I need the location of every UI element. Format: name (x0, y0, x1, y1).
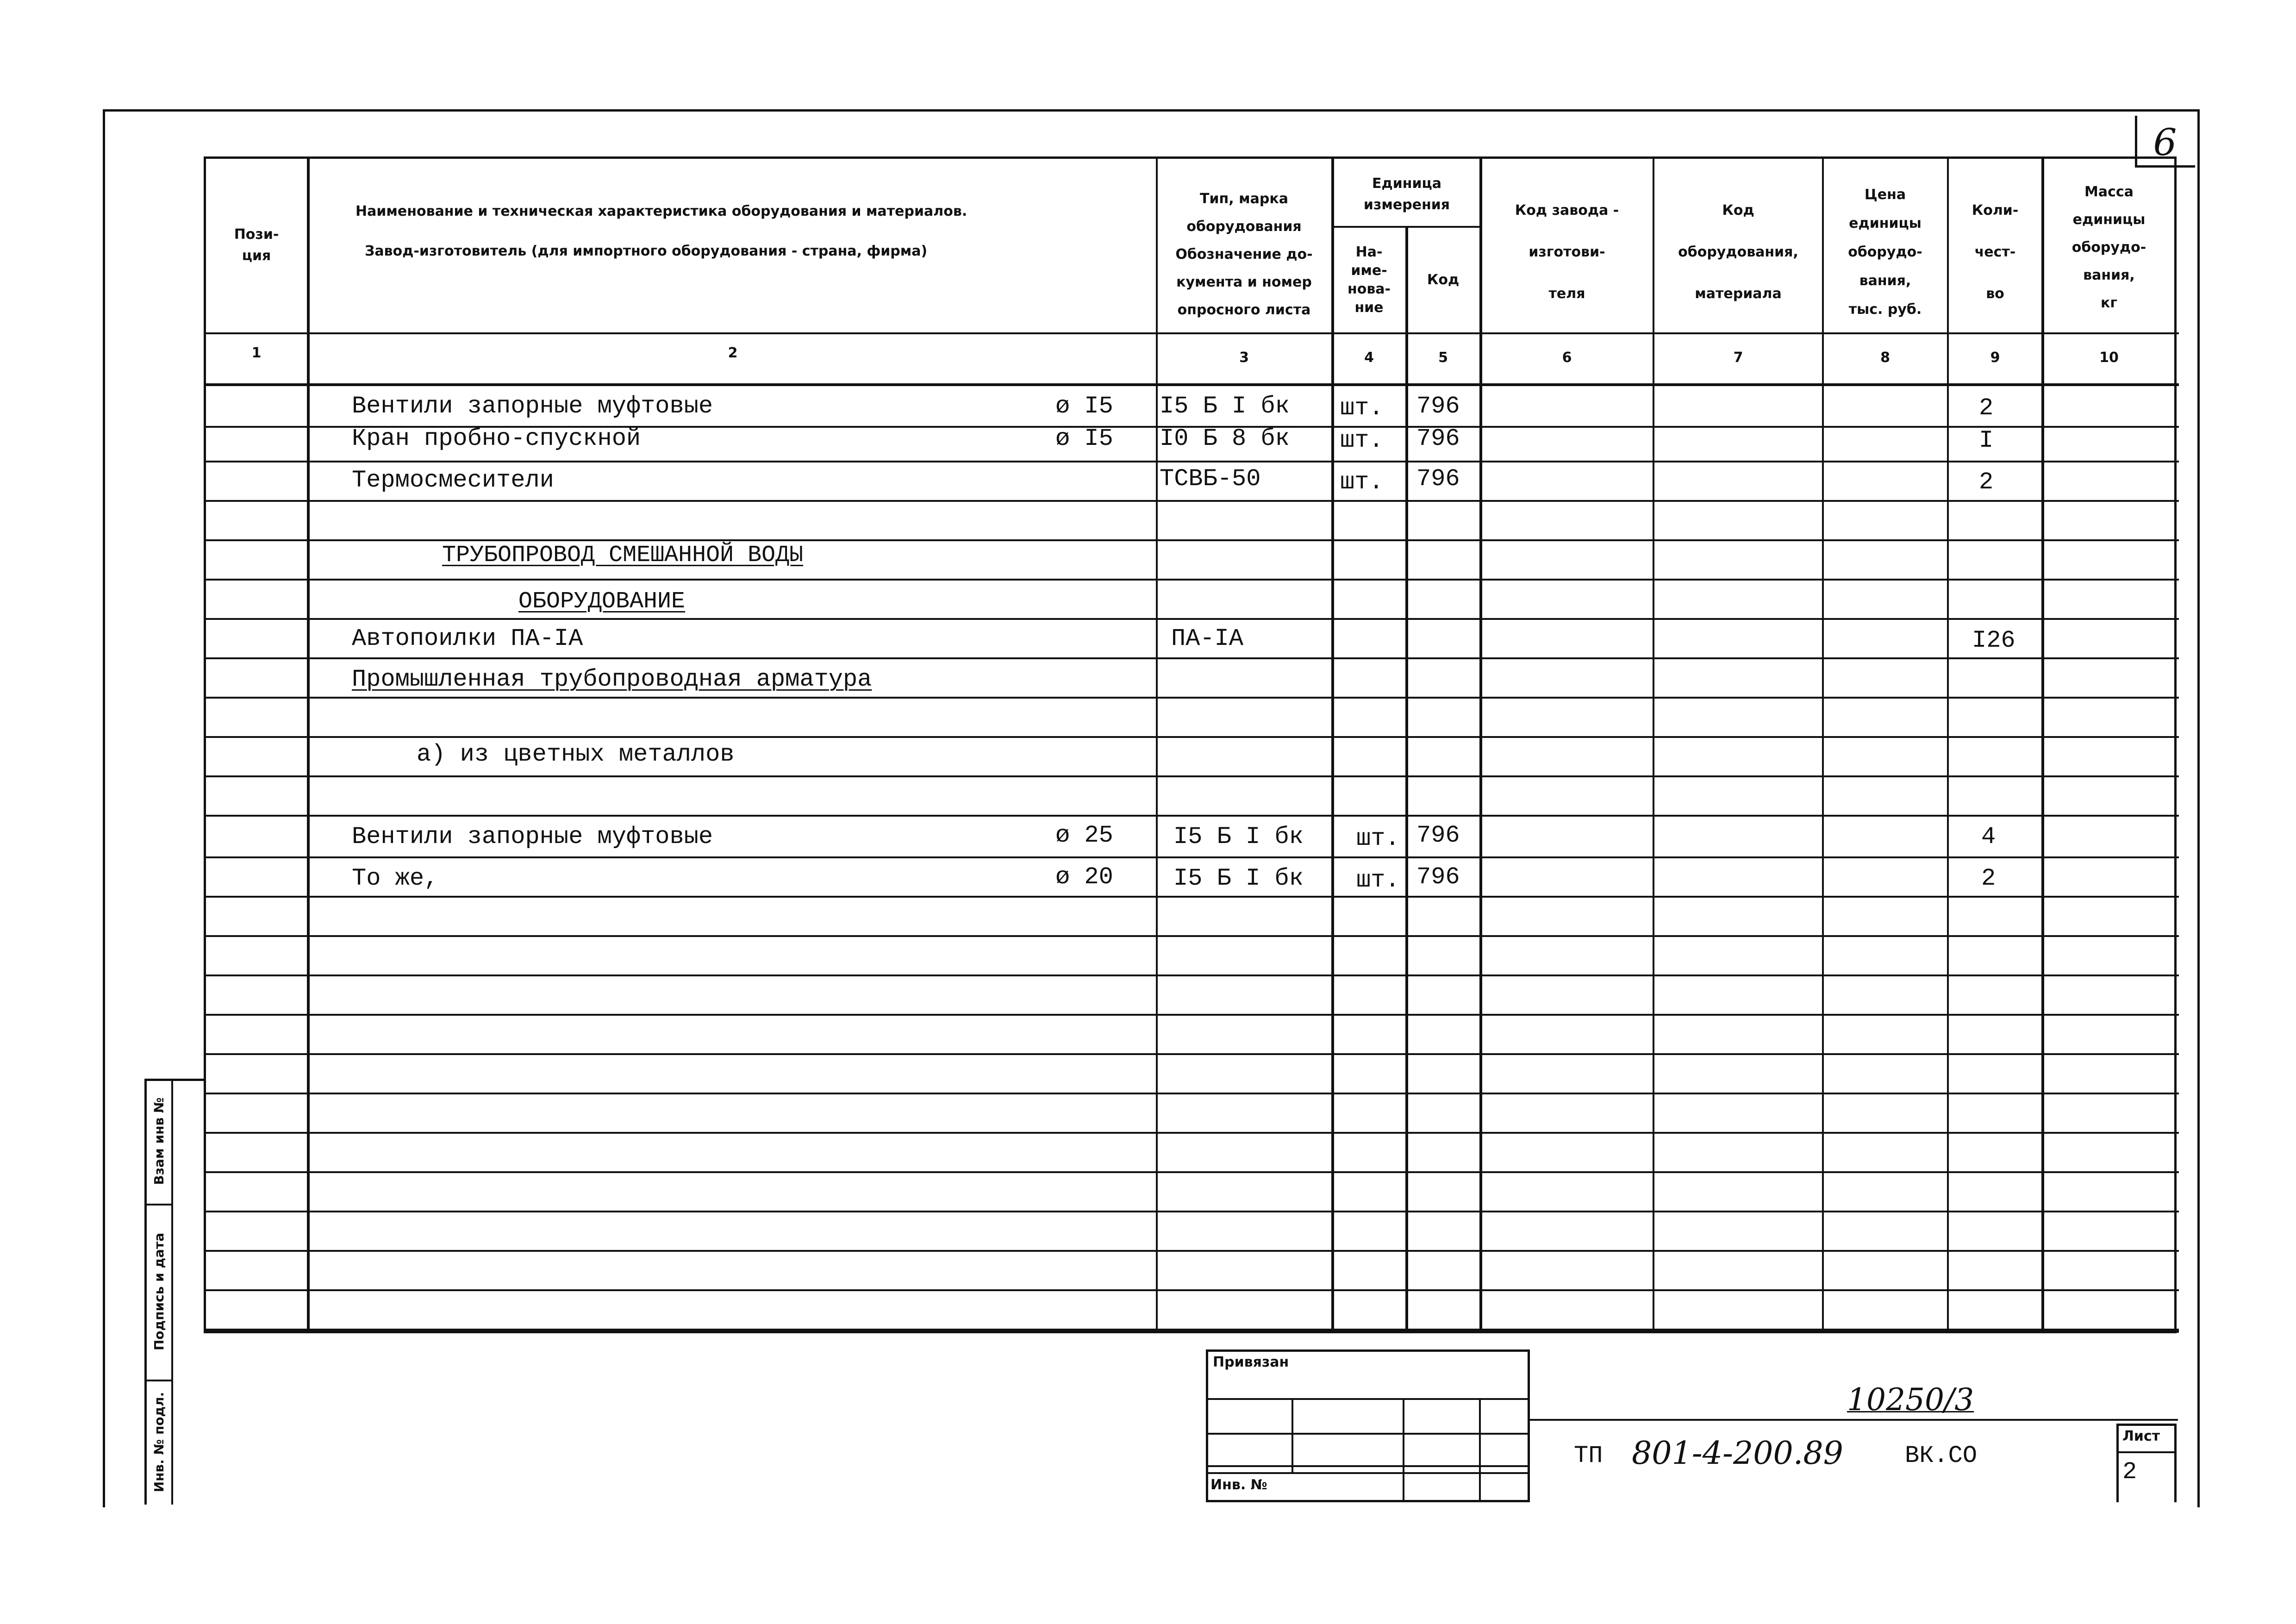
header-unit-code: Код (1427, 272, 1460, 288)
list-label: Лист (2122, 1428, 2160, 1444)
item-type: I5 Б I бк (1160, 393, 1290, 420)
column-number: 4 (1364, 350, 1374, 366)
item-unit: шт. (1340, 394, 1384, 422)
header-equipment-code: Код оборудования, материала (1678, 202, 1798, 302)
item-unit: шт. (1340, 427, 1384, 454)
item-quantity: 2 (1979, 468, 1994, 496)
item-type: ТСВБ-50 (1160, 465, 1261, 493)
item-unit: шт. (1356, 867, 1400, 894)
item-unit-code: 796 (1416, 465, 1460, 493)
item-quantity: I (1979, 427, 1994, 454)
header-price: Цена единицы оборудо- вания, тыс. руб. (1848, 187, 1922, 318)
column-number: 9 (1990, 350, 2000, 366)
header-mass: Масса единицы оборудо- вания, кг (2071, 184, 2146, 311)
item-diameter: ø I5 (1055, 393, 1113, 420)
column-number: 10 (2099, 350, 2119, 366)
doc-code: 801-4-200.89 (1632, 1435, 1843, 1472)
item-type: I5 Б I бк (1173, 823, 1304, 850)
item-type: I0 Б 8 бк (1160, 425, 1290, 452)
item-quantity: 2 (1979, 394, 1994, 422)
column-number: 8 (1880, 350, 1890, 366)
column-number: 1 (251, 345, 262, 361)
column-number: 3 (1239, 350, 1249, 366)
subsection-heading: ОБОРУДОВАНИЕ (518, 588, 686, 615)
column-number: 5 (1438, 350, 1448, 366)
doc-prefix: ТП (1574, 1442, 1603, 1469)
item-unit-code: 796 (1416, 425, 1460, 452)
item-unit: шт. (1356, 825, 1400, 852)
inv-no-label: Инв. № (1210, 1477, 1267, 1493)
header-unit-name: На- име- нова- ние (1347, 244, 1391, 316)
item-unit-code: 796 (1416, 822, 1460, 849)
inv-podl-label: Инв. № подл. (151, 1392, 167, 1493)
header-quantity: Коли- чест- во (1972, 202, 2019, 302)
header-position: Пози- ция (234, 226, 279, 264)
item-quantity: I26 (1972, 627, 2015, 654)
handwritten-number: 10250/3 (1847, 1382, 1974, 1418)
header-factory-code: Код завода - изготови- теля (1515, 202, 1619, 302)
item-unit-code: 796 (1416, 393, 1460, 420)
item-unit: шт. (1340, 468, 1384, 496)
column-number: 6 (1562, 350, 1572, 366)
left-strip-divider (171, 1079, 173, 1505)
section-heading: ТРУБОПРОВОД СМЕШАННОЙ ВОДЫ (442, 542, 804, 568)
item-quantity: 4 (1981, 823, 1996, 850)
vzam-inv-label: Взам инв № (151, 1097, 167, 1185)
item-unit-code: 796 (1416, 863, 1460, 891)
header-name: Наименование и техническая характеристика оборудования и материалов. Завод-изготовитель (для импортного оборудования - страна, фирма) (356, 203, 967, 259)
item-diameter: ø I5 (1055, 425, 1113, 452)
item-name: а) из цветных металлов (417, 741, 735, 768)
privyazan-label: Привязан (1213, 1354, 1289, 1370)
item-diameter: ø 25 (1055, 822, 1113, 849)
sheet-corner-number: 6 (2153, 121, 2177, 164)
podpis-data-label: Подпись и дата (151, 1232, 167, 1351)
item-name: То же, (352, 865, 439, 892)
item-type: ПА-IА (1171, 625, 1244, 652)
column-number: 2 (728, 345, 738, 361)
header-type: Тип, марка оборудования Обозначение до- кумента и номер опросного листа (1175, 191, 1313, 318)
doc-code-line (1530, 1419, 2178, 1421)
list-number: 2 (2122, 1458, 2137, 1486)
item-diameter: ø 20 (1055, 863, 1113, 891)
item-name: Вентили запорные муфтовые (352, 823, 713, 850)
item-name: Промышленная трубопроводная арматура (352, 666, 872, 693)
item-name: Автопоилки ПА-IА (352, 625, 583, 652)
column-number: 7 (1733, 350, 1743, 366)
item-type: I5 Б I бк (1173, 865, 1304, 892)
item-quantity: 2 (1981, 865, 1996, 892)
header-unit-group: Единица измерения (1363, 175, 1450, 213)
item-name: Вентили запорные муфтовые (352, 393, 713, 420)
stamp-top-line (204, 1331, 2179, 1333)
item-name: Кран пробно-спускной (352, 425, 641, 452)
doc-suffix: ВК.СО (1905, 1442, 1978, 1469)
item-name: Термосмесители (352, 467, 554, 494)
